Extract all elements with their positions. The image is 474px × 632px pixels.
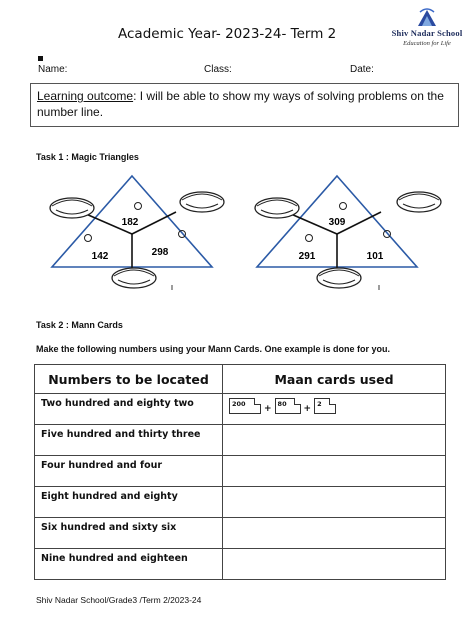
school-name: Shiv Nadar School [391, 28, 463, 38]
number-words-cell: Four hundred and four [35, 456, 223, 487]
magic-triangle-2 [249, 170, 449, 298]
school-tagline: Education for Life [403, 40, 451, 47]
table-row [35, 394, 446, 425]
magic-triangle-1 [44, 170, 236, 298]
triangle-tick-mark: ı [170, 282, 174, 292]
number-words-cell: Nine hundred and eighteen [35, 549, 223, 580]
triangle-top-number: 182 [121, 217, 139, 228]
task1-title: Task 1 : Magic Triangles [36, 152, 139, 162]
learning-outcome-text: : I will be able to show my ways of solving problems on the number line. [37, 89, 444, 119]
learning-outcome-box [30, 83, 459, 127]
logo-emblem-icon [384, 6, 470, 28]
plus-sign: + [303, 404, 312, 414]
apple-icon [135, 203, 142, 210]
number-words-cell: Eight hundred and eighty [35, 487, 223, 518]
mann-card: 80 [275, 398, 301, 414]
apple-icon [340, 203, 347, 210]
basket-icon [255, 198, 299, 218]
column-header-cards: Maan cards used [223, 365, 446, 394]
plus-sign: + [264, 404, 272, 414]
table-row [35, 518, 446, 549]
task2-title: Task 2 : Mann Cards [36, 320, 123, 330]
triangle-top-number: 309 [328, 217, 346, 228]
mann-cards-answer-cell[interactable] [223, 518, 446, 549]
mann-cards-answer-cell[interactable] [223, 425, 446, 456]
triangle-right-number: 298 [151, 247, 169, 258]
basket-icon [50, 198, 94, 218]
page-title: Academic Year- 2023-24- Term 2 [118, 26, 337, 42]
basket-icon [397, 192, 441, 212]
page-footer: Shiv Nadar School/Grade3 /Term 2/2023-24 [36, 595, 202, 605]
triangle-left-number: 142 [91, 251, 109, 262]
date-field-label: Date: [350, 64, 374, 75]
number-words-cell: Six hundred and sixty six [35, 518, 223, 549]
mann-card: 2 [314, 398, 336, 414]
task2-instruction: Make the following numbers using your Mann Cards. One example is done for you. [36, 344, 391, 354]
triangle-left-number: 291 [298, 251, 316, 262]
school-logo [384, 6, 470, 50]
mann-cards-cell [223, 394, 446, 425]
number-words-cell: Five hundred and thirty three [35, 425, 223, 456]
basket-icon [112, 268, 156, 288]
apple-icon [306, 235, 313, 242]
table-row [35, 487, 446, 518]
number-words-cell: Two hundred and eighty two [35, 394, 223, 425]
table-row [35, 425, 446, 456]
table-row [35, 549, 446, 580]
mann-card: 200 [229, 398, 261, 414]
name-field-label: Name: [38, 64, 68, 75]
column-header-numbers: Numbers to be located [35, 365, 223, 394]
bullet-mark [38, 56, 43, 61]
table-row [35, 456, 446, 487]
triangle-tick-mark: ı [377, 282, 381, 292]
mann-cards-answer-cell[interactable] [223, 487, 446, 518]
mann-cards-answer-cell[interactable] [223, 456, 446, 487]
class-field-label: Class: [204, 64, 232, 75]
basket-icon [180, 192, 224, 212]
basket-icon [317, 268, 361, 288]
mann-cards-answer-cell[interactable] [223, 549, 446, 580]
learning-outcome-label: Learning outcome [37, 89, 134, 103]
apple-icon [85, 235, 92, 242]
triangle-right-number: 101 [366, 251, 384, 262]
mann-cards-table [34, 364, 446, 580]
